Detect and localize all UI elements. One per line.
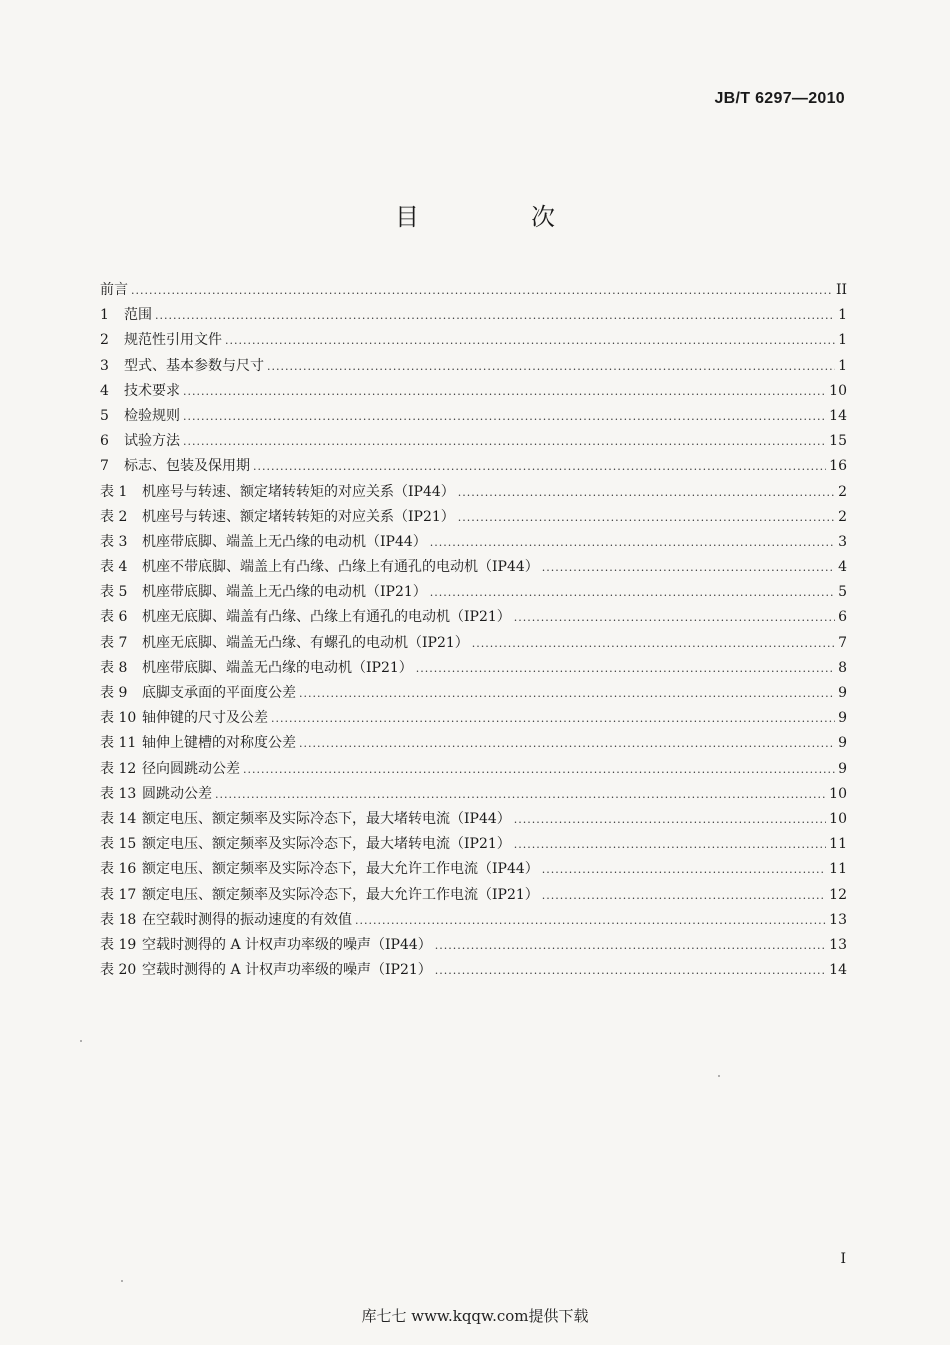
toc-leader-dots [271,706,835,731]
page-folio: I [840,1251,846,1267]
toc-entry[interactable] [100,832,847,857]
toc-entry[interactable] [100,379,847,404]
toc-entry[interactable] [100,354,847,379]
toc-entry-number: 5 [100,407,109,424]
toc-entry-page: 10 [829,382,847,399]
toc-entry-number: 表 8 [100,659,128,676]
toc-entry-page: 16 [829,458,847,475]
toc-entry-number: 表 3 [100,533,128,550]
toc-entry-number: 表 17 [100,886,137,903]
toc-leader-dots [430,580,835,605]
toc-title: 目 次 [395,203,599,231]
toc-entry-page: 14 [829,407,847,424]
toc-entry-label: 型式、基本参数与尺寸 [124,357,264,374]
toc-entry[interactable] [100,731,847,756]
toc-entry-number: 表 5 [100,584,128,601]
toc-leader-dots [542,857,826,882]
standard-number: JB/T 6297—2010 [714,90,845,107]
toc-entry-page: 1 [838,357,847,374]
toc-leader-dots [416,656,835,681]
toc-entry-number: 表 19 [100,936,137,953]
toc-entry-page: 4 [838,559,847,576]
toc-entry-page: 9 [838,760,847,777]
toc-entry[interactable] [100,404,847,429]
toc-leader-dots [243,757,835,782]
toc-entry-label: 轴伸键的尺寸及公差 [142,710,268,727]
toc-entry-label: 径向圆跳动公差 [142,760,240,777]
scan-speck [718,1075,720,1077]
toc-leader-dots [458,480,835,505]
toc-entry[interactable] [100,605,847,630]
toc-entry-label: 机座号与转速、额定堵转转矩的对应关系（IP44） [142,483,455,500]
toc-leader-dots [155,303,835,328]
toc-entry[interactable] [100,908,847,933]
toc-entry-page: 9 [838,710,847,727]
toc-entry[interactable] [100,883,847,908]
toc-leader-dots [299,731,835,756]
toc-entry-page: 11 [829,836,847,853]
toc-leader-dots [183,404,826,429]
toc-entry[interactable] [100,580,847,605]
toc-entry[interactable] [100,328,847,353]
toc-entry[interactable] [100,933,847,958]
toc-leader-dots [225,328,835,353]
toc-entry[interactable] [100,555,847,580]
toc-leader-dots [542,555,835,580]
toc-entry-label: 范围 [124,307,152,324]
toc-entry-label: 检验规则 [124,407,180,424]
toc-entry-number: 表 10 [100,710,137,727]
toc-entry-label: 额定电压、额定频率及实际冷态下，最大允许工作电流（IP44） [142,861,539,878]
toc-entry-number: 表 14 [100,810,137,827]
toc-entry-label: 机座带底脚、端盖上无凸缘的电动机（IP44） [142,533,427,550]
toc-entry-label: 机座不带底脚、端盖上有凸缘、凸缘上有通孔的电动机（IP44） [142,559,539,576]
toc-entry-number: 4 [100,382,109,399]
toc-entry-page: 2 [838,508,847,525]
toc-leader-dots [183,429,826,454]
toc-entry-label: 机座无底脚、端盖无凸缘、有螺孔的电动机（IP21） [142,634,469,651]
toc-entry-number: 表 16 [100,861,137,878]
toc-leader-dots [514,807,826,832]
toc-entry-label: 空载时测得的 A 计权声功率级的噪声（IP21） [142,962,432,979]
footer-watermark: 库七七 www.kqqw.com提供下载 [361,1307,589,1325]
toc-entry-number: 表 20 [100,962,137,979]
toc-entry-number: 表 6 [100,609,128,626]
toc-entry-number: 表 4 [100,559,128,576]
toc-entry-number: 表 12 [100,760,137,777]
toc-entry-page: 3 [838,533,847,550]
toc-entry-page: 9 [838,735,847,752]
toc-entry-page: II [835,282,847,298]
toc-entry-page: 1 [838,332,847,349]
toc-entry-page: 12 [829,886,847,903]
toc-entry-page: 14 [829,962,847,979]
toc-entry[interactable] [100,757,847,782]
toc-leader-dots [458,505,835,530]
toc-entry-page: 13 [829,936,847,953]
toc-entry-label: 额定电压、额定频率及实际冷态下，最大堵转电流（IP21） [142,836,511,853]
toc-entry-page: 1 [838,307,847,324]
toc-entry-page: 7 [838,634,847,651]
toc-entry[interactable] [100,958,847,983]
toc-entry[interactable] [100,429,847,454]
toc-entry-label: 额定电压、额定频率及实际冷态下，最大允许工作电流（IP21） [142,886,539,903]
toc-leader-dots [183,379,826,404]
toc-entry-number: 6 [100,433,109,450]
toc-entry[interactable] [100,706,847,731]
toc-entry-page: 6 [838,609,847,626]
toc-entry[interactable] [100,656,847,681]
toc-entry-label: 机座带底脚、端盖上无凸缘的电动机（IP21） [142,584,427,601]
toc-entry-number: 表 7 [100,634,128,651]
toc-entry-page: 8 [838,659,847,676]
toc-entry[interactable] [100,480,847,505]
toc-entry-number: 表 2 [100,508,128,525]
toc-entry[interactable] [100,505,847,530]
toc-entry-label: 空载时测得的 A 计权声功率级的噪声（IP44） [142,936,432,953]
toc-entry[interactable] [100,278,847,303]
table-of-contents [100,278,847,983]
toc-entry-page: 11 [829,861,847,878]
toc-entry-label: 技术要求 [124,382,180,399]
toc-entry-number: 2 [100,332,109,349]
toc-entry[interactable] [100,857,847,882]
toc-entry-page: 10 [829,810,847,827]
toc-entry[interactable] [100,530,847,555]
toc-leader-dots [355,908,826,933]
toc-entry-label: 圆跳动公差 [142,785,212,802]
toc-leader-dots [472,631,835,656]
toc-entry-page: 10 [829,785,847,802]
toc-entry[interactable] [100,303,847,328]
toc-leader-dots [435,933,826,958]
toc-entry-label: 机座号与转速、额定堵转转矩的对应关系（IP21） [142,508,455,525]
toc-entry-label: 机座无底脚、端盖有凸缘、凸缘上有通孔的电动机（IP21） [142,609,511,626]
toc-leader-dots [215,782,826,807]
toc-entry-number: 表 1 [100,483,128,500]
toc-entry-page: 13 [829,911,847,928]
toc-entry-number: 表 18 [100,911,137,928]
toc-entry-label: 轴伸上键槽的对称度公差 [142,735,296,752]
toc-leader-dots [430,530,835,555]
toc-entry-label: 试验方法 [124,433,180,450]
toc-entry[interactable] [100,782,847,807]
toc-leader-dots [267,354,835,379]
toc-entry-page: 9 [838,685,847,701]
toc-leader-dots [435,958,826,983]
toc-leader-dots [514,832,826,857]
toc-leader-dots [542,883,826,908]
toc-leader-dots [299,681,835,706]
toc-entry-label: 额定电压、额定频率及实际冷态下，最大堵转电流（IP44） [142,810,511,827]
toc-leader-dots [514,605,835,630]
toc-entry-number: 1 [100,307,109,324]
toc-entry-number: 3 [100,357,109,374]
toc-entry-number: 表 13 [100,785,137,802]
toc-entry[interactable] [100,681,847,706]
toc-leader-dots [253,454,826,479]
scan-speck [80,1040,82,1042]
toc-leader-dots [131,278,833,303]
toc-entry-label: 规范性引用文件 [124,332,222,349]
toc-entry-label: 在空载时测得的振动速度的有效值 [142,911,352,928]
toc-entry[interactable] [100,807,847,832]
toc-entry-label: 前言 [100,282,128,298]
toc-entry-label: 标志、包装及保用期 [124,458,250,475]
toc-entry-label: 机座带底脚、端盖无凸缘的电动机（IP21） [142,659,413,676]
toc-entry-label: 底脚支承面的平面度公差 [142,685,296,701]
toc-entry-number: 表 15 [100,836,137,853]
toc-entry[interactable] [100,631,847,656]
toc-entry-number: 表 9 [100,685,128,701]
toc-entry-page: 15 [829,433,847,450]
toc-entry-number: 表 11 [100,735,137,752]
toc-entry-page: 2 [838,483,847,500]
scan-speck [121,1280,123,1282]
toc-entry-number: 7 [100,458,109,475]
toc-entry[interactable] [100,454,847,479]
toc-entry-page: 5 [838,584,847,601]
